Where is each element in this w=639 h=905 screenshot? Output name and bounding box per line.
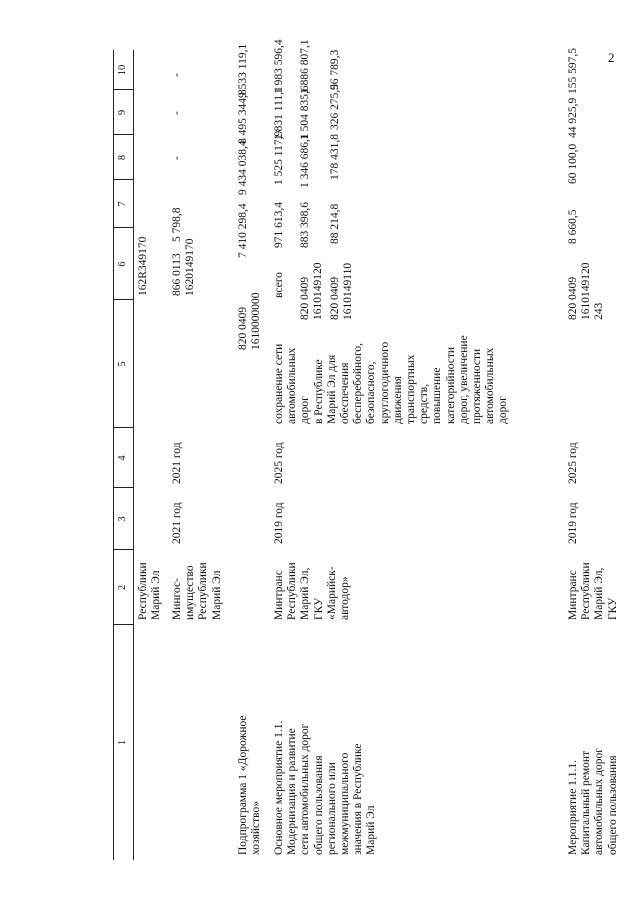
event-111-end-year: 2025 год (567, 442, 579, 484)
main-event-kbk2-7: 88 214,8 (329, 203, 341, 244)
column-number-10: 10 (117, 64, 128, 76)
main-event-total-7: 971 613,4 (273, 202, 285, 248)
subprogram-value-8: 9 434 038,4 (237, 140, 249, 195)
column-number-6: 6 (117, 261, 128, 267)
event-111-value-7: 8 660,5 (567, 209, 579, 244)
main-event-kbk1-9: 1 504 835,6 (299, 85, 311, 140)
main-event-total-8: 1 525 117,9 (273, 130, 285, 185)
main-event-kbk-1: 820 0409 1610149120 (299, 262, 325, 320)
main-event-end-year: 2025 год (273, 442, 285, 484)
mingos-executor: Мингос- имущество Республики Марий Эл (171, 562, 223, 620)
event-111-kbk: 820 0409 1610149120 243 (567, 262, 606, 320)
mingos-kbk: 866 0113 1620149170 (171, 238, 197, 296)
main-event-kbk2-10: 96 789,3 (329, 49, 341, 90)
main-event-kbk2-9: 326 275,5 (329, 84, 341, 130)
main-event-total-label: всего (273, 272, 285, 298)
event-111-value-10: 155 597,5 (567, 48, 579, 94)
event-111-start-year: 2019 год (567, 502, 579, 544)
subprogram-title: Подпрограмма 1 «Дорожное хозяйство» (237, 715, 263, 855)
column-number-3: 3 (117, 516, 128, 522)
main-event-kbk1-7: 883 398,6 (299, 202, 311, 248)
main-event-title: Основное мероприятие 1.1. Модернизация и развитие сети автомобильных дорог общего пользования регионального или межмуниципального значения в Республике Марий Эл (273, 720, 378, 855)
main-event-kbk-2: 820 0409 1610149110 (329, 262, 355, 320)
subprogram-value-10: 9 533 119,1 (237, 43, 249, 98)
column-number-7: 7 (117, 201, 128, 207)
column-number-2: 2 (117, 584, 128, 591)
mingos-value-7: 5 798,8 (171, 207, 183, 242)
main-event-start-year: 2019 год (273, 502, 285, 544)
data-table (113, 39, 636, 860)
column-number-1: 1 (117, 739, 128, 746)
subprogram-kbk: 820 0409 1610000000 (237, 292, 263, 350)
event-111-value-8: 60 100,0 (567, 143, 579, 184)
cont-kbk: 162R349170 (137, 236, 149, 296)
event-111-value-9: 44 925,9 (567, 97, 579, 138)
column-number-9: 9 (117, 109, 128, 116)
mingos-value-10: - (171, 73, 183, 77)
subprogram-value-7: 7 410 298,4 (237, 203, 249, 258)
mingos-end-year: 2021 год (171, 442, 183, 484)
mingos-value-8: - (171, 156, 183, 160)
main-event-kbk1-8: 1 346 686,1 (299, 133, 311, 188)
event-111-title: Мероприятие 1.1.1. Капитальный ремонт автомобильных дорог общего пользования (567, 748, 619, 855)
table-top-rule (113, 50, 114, 860)
main-event-executor: Минтранс Республики Марий Эл, ГКУ «Марийск- автодор» (273, 562, 352, 620)
main-event-total-9: 1 831 111,1 (273, 86, 285, 140)
page-number: 2 (608, 50, 615, 65)
event-111-executor: Минтранс Республики Марий Эл, ГКУ (567, 562, 619, 620)
subprogram-value-9: 8 495 344,8 (237, 89, 249, 144)
main-event-goal: сохранение сети автомобильных дорог в Республике Марий Эл для обеспечения бесперебойного, безопасного, круглогодичного движения транспортных средств, повышение категорийности дорог, увеличение протяженности автомобильных дорог (273, 335, 510, 424)
column-number-4: 4 (117, 455, 128, 461)
mingos-start-year: 2021 год (171, 502, 183, 544)
main-event-kbk1-10: 1 886 807,1 (299, 39, 311, 94)
header-rule (133, 50, 134, 860)
cont-executor: Республики Марий Эл (137, 562, 163, 620)
column-number-8: 8 (117, 154, 128, 161)
main-event-kbk2-8: 178 431,8 (329, 134, 341, 180)
main-event-total-10: 1 983 596,4 (273, 39, 285, 94)
mingos-value-9: - (171, 111, 183, 115)
column-number-5: 5 (117, 361, 128, 367)
